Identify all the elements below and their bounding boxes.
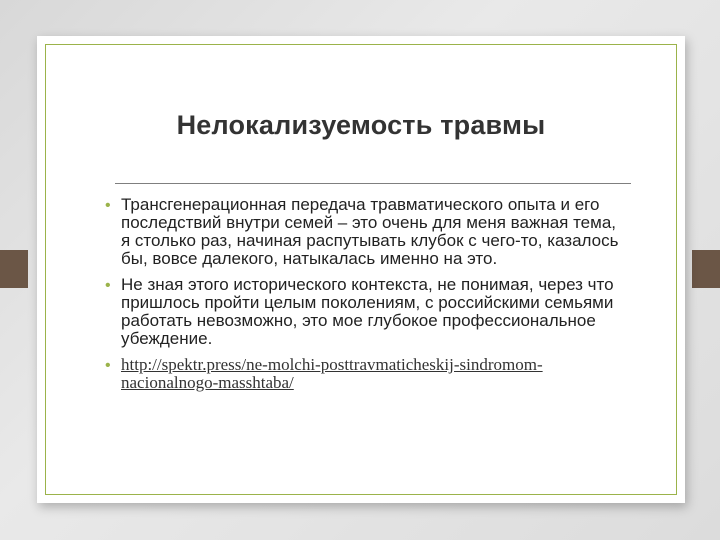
source-link[interactable]: http://spektr.press/ne-molchi-posttravmaticheskij-sindromom-nacionalnogo-masshtaba/ — [121, 355, 543, 392]
bullet-dot-icon: • — [105, 197, 111, 214]
bullet-item-3 — [105, 356, 625, 392]
right-decor-tab — [692, 250, 720, 288]
bullet-item-1 — [105, 196, 625, 268]
bullet-dot-icon: • — [105, 357, 111, 374]
bullet-item-2 — [105, 276, 625, 348]
title-divider — [115, 183, 631, 184]
slide — [37, 36, 685, 503]
bullet-text: Не зная этого исторического контекста, не понимая, через что пришлось пройти целым поколениям, с российскими семьями работать невозможно, это мое глубокое профессиональное убеждение. — [121, 275, 614, 348]
left-decor-tab — [0, 250, 28, 288]
bullet-text: Трансгенерационная передача травматического опыта и его последствий внутри семей – это очень для меня важная тема, я столько раз, начиная распутывать клубок с чего-то, казалось бы, вовсе далекого, натыкалась именно на это. — [121, 195, 619, 268]
bullet-dot-icon: • — [105, 277, 111, 294]
slide-title: Нелокализуемость травмы — [176, 110, 546, 140]
bullet-list — [105, 196, 625, 400]
